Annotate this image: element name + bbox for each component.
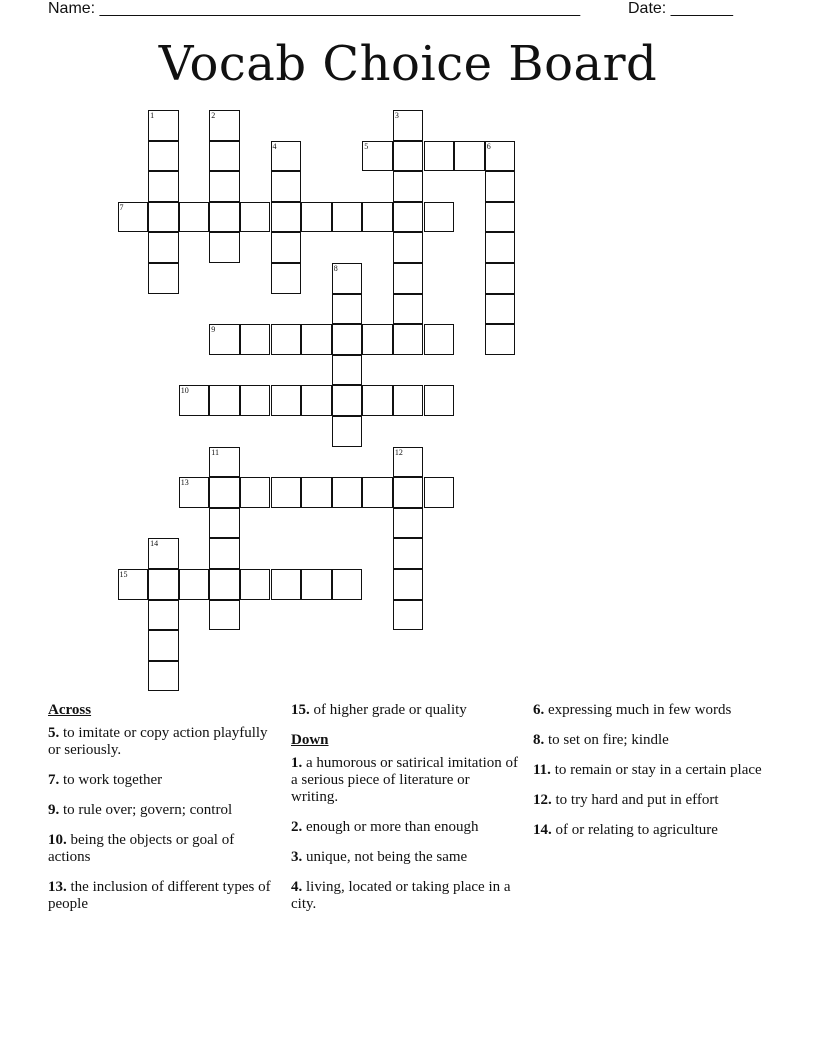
crossword-cell[interactable] bbox=[240, 324, 271, 355]
crossword-cell[interactable] bbox=[362, 202, 393, 233]
clue-across-15: 15. of higher grade or quality bbox=[291, 702, 467, 718]
crossword-cell[interactable] bbox=[271, 202, 302, 233]
clues-column-2 bbox=[291, 702, 519, 926]
crossword-cell[interactable] bbox=[332, 324, 363, 355]
clues-column-1 bbox=[48, 702, 276, 926]
crossword-cell[interactable] bbox=[393, 141, 424, 172]
clue-across-7: 7. to work together bbox=[48, 772, 163, 788]
clue-number-3: 3 bbox=[394, 111, 399, 120]
clue-number-13: 13 bbox=[180, 478, 189, 488]
crossword-cell[interactable] bbox=[485, 324, 516, 355]
crossword-cell[interactable] bbox=[148, 569, 179, 600]
crossword-cell[interactable] bbox=[362, 477, 393, 508]
crossword-cell[interactable] bbox=[393, 508, 424, 539]
crossword-cell[interactable] bbox=[271, 569, 302, 600]
crossword-cell[interactable] bbox=[271, 324, 302, 355]
crossword-cell[interactable] bbox=[362, 324, 393, 355]
crossword-cell[interactable] bbox=[148, 661, 179, 692]
crossword-cell[interactable] bbox=[301, 324, 332, 355]
crossword-cell[interactable] bbox=[179, 569, 210, 600]
crossword-cell[interactable] bbox=[393, 202, 424, 233]
crossword-cell[interactable] bbox=[332, 294, 363, 325]
crossword-cell[interactable] bbox=[148, 263, 179, 294]
crossword-cell[interactable] bbox=[271, 263, 302, 294]
clue-number-9: 9 bbox=[211, 325, 216, 335]
crossword-cell[interactable] bbox=[271, 171, 302, 202]
crossword-cell[interactable] bbox=[209, 202, 240, 233]
clue-number-6: 6 bbox=[486, 141, 491, 151]
crossword-cell[interactable] bbox=[148, 630, 179, 661]
crossword-cell[interactable] bbox=[148, 202, 179, 233]
crossword-cell[interactable] bbox=[301, 385, 332, 416]
crossword-cell[interactable] bbox=[393, 263, 424, 294]
crossword-cell[interactable] bbox=[362, 385, 393, 416]
crossword-cell[interactable] bbox=[209, 477, 240, 508]
clue-number-10: 10 bbox=[180, 386, 189, 396]
crossword-cell[interactable] bbox=[393, 324, 424, 355]
clue-across-9: 9. to rule over; govern; control bbox=[48, 802, 233, 818]
crossword-cell[interactable] bbox=[332, 355, 363, 386]
crossword-cell[interactable] bbox=[424, 141, 455, 172]
clue-number-15: 15 bbox=[119, 570, 128, 579]
crossword-cell[interactable] bbox=[393, 600, 424, 631]
crossword-cell[interactable] bbox=[301, 477, 332, 508]
clue-number-5: 5 bbox=[364, 141, 369, 151]
crossword-cell[interactable] bbox=[393, 171, 424, 202]
crossword-cell[interactable] bbox=[393, 385, 424, 416]
date-field-label: Date: _______ bbox=[628, 0, 733, 17]
crossword-cell[interactable] bbox=[332, 416, 363, 447]
page-title: Vocab Choice Board bbox=[158, 36, 658, 92]
clue-down-12: 12. to try hard and put in effort bbox=[533, 792, 719, 808]
crossword-cell[interactable] bbox=[485, 263, 516, 294]
clue-across-13: 13. the inclusion of different types of people bbox=[48, 879, 271, 912]
across-heading: Across bbox=[48, 702, 92, 718]
clues-column-3 bbox=[533, 702, 769, 852]
clue-down-2: 2. enough or more than enough bbox=[291, 819, 479, 835]
crossword-cell[interactable] bbox=[424, 477, 455, 508]
clue-number-14: 14 bbox=[150, 539, 159, 549]
crossword-cell[interactable] bbox=[271, 477, 302, 508]
crossword-cell[interactable] bbox=[485, 171, 516, 202]
crossword-cell[interactable] bbox=[179, 202, 210, 233]
crossword-cell[interactable] bbox=[332, 385, 363, 416]
crossword-cell[interactable] bbox=[332, 477, 363, 508]
clue-across-5: 5. to imitate or copy action playfully or seriously. bbox=[48, 725, 268, 758]
crossword-cell[interactable] bbox=[240, 385, 271, 416]
crossword-cell[interactable] bbox=[485, 232, 516, 263]
crossword-cell[interactable] bbox=[424, 385, 455, 416]
clue-number-11: 11 bbox=[211, 447, 219, 457]
clue-down-6: 6. expressing much in few words bbox=[533, 702, 732, 718]
clue-down-8: 8. to set on fire; kindle bbox=[533, 732, 669, 748]
crossword-cell[interactable] bbox=[209, 600, 240, 631]
crossword-cell[interactable] bbox=[240, 202, 271, 233]
crossword-cell[interactable] bbox=[148, 232, 179, 263]
crossword-cell[interactable] bbox=[209, 232, 240, 263]
crossword-cell[interactable] bbox=[209, 385, 240, 416]
crossword-cell[interactable] bbox=[209, 538, 240, 569]
clue-down-11: 11. to remain or stay in a certain place bbox=[533, 762, 762, 778]
crossword-cell[interactable] bbox=[209, 569, 240, 600]
crossword-cell[interactable] bbox=[454, 141, 485, 172]
crossword-cell[interactable] bbox=[271, 232, 302, 263]
crossword-cell[interactable] bbox=[301, 569, 332, 600]
clue-down-1: 1. a humorous or satirical imitation of a serious piece of literature or writing. bbox=[291, 755, 519, 805]
clue-number-8: 8 bbox=[333, 264, 338, 273]
crossword-cell[interactable] bbox=[424, 324, 455, 355]
crossword-cell[interactable] bbox=[393, 569, 424, 600]
crossword-cell[interactable] bbox=[393, 294, 424, 325]
crossword-cell[interactable] bbox=[209, 141, 240, 172]
crossword-cell[interactable] bbox=[148, 141, 179, 172]
crossword-cell[interactable] bbox=[301, 202, 332, 233]
crossword-cell[interactable] bbox=[148, 171, 179, 202]
name-field-label: Name: ______________________________________________________ bbox=[48, 0, 581, 17]
clue-number-1: 1 bbox=[150, 111, 155, 120]
crossword-cell[interactable] bbox=[485, 202, 516, 233]
crossword-cell[interactable] bbox=[424, 202, 455, 233]
clue-number-12: 12 bbox=[394, 447, 403, 457]
clue-down-14: 14. of or relating to agriculture bbox=[533, 822, 718, 838]
down-heading: Down bbox=[291, 732, 329, 748]
crossword-cell[interactable] bbox=[240, 477, 271, 508]
crossword-cell[interactable] bbox=[393, 477, 424, 508]
clue-across-10: 10. being the objects or goal of actions bbox=[48, 832, 235, 865]
clue-number-4: 4 bbox=[272, 141, 277, 151]
clue-down-3: 3. unique, not being the same bbox=[291, 849, 468, 865]
crossword-cell[interactable] bbox=[209, 508, 240, 539]
crossword-cell[interactable] bbox=[393, 538, 424, 569]
crossword-cell[interactable] bbox=[332, 202, 363, 233]
crossword-cell[interactable] bbox=[209, 171, 240, 202]
crossword-cell[interactable] bbox=[148, 600, 179, 631]
crossword-cell[interactable] bbox=[393, 232, 424, 263]
crossword-cell[interactable] bbox=[271, 385, 302, 416]
clue-number-7: 7 bbox=[119, 202, 124, 212]
clue-number-2: 2 bbox=[211, 111, 216, 120]
crossword-cell[interactable] bbox=[332, 569, 363, 600]
crossword-cell[interactable] bbox=[485, 294, 516, 325]
crossword-cell[interactable] bbox=[240, 569, 271, 600]
clue-down-4: 4. living, located or taking place in a city. bbox=[291, 879, 511, 912]
